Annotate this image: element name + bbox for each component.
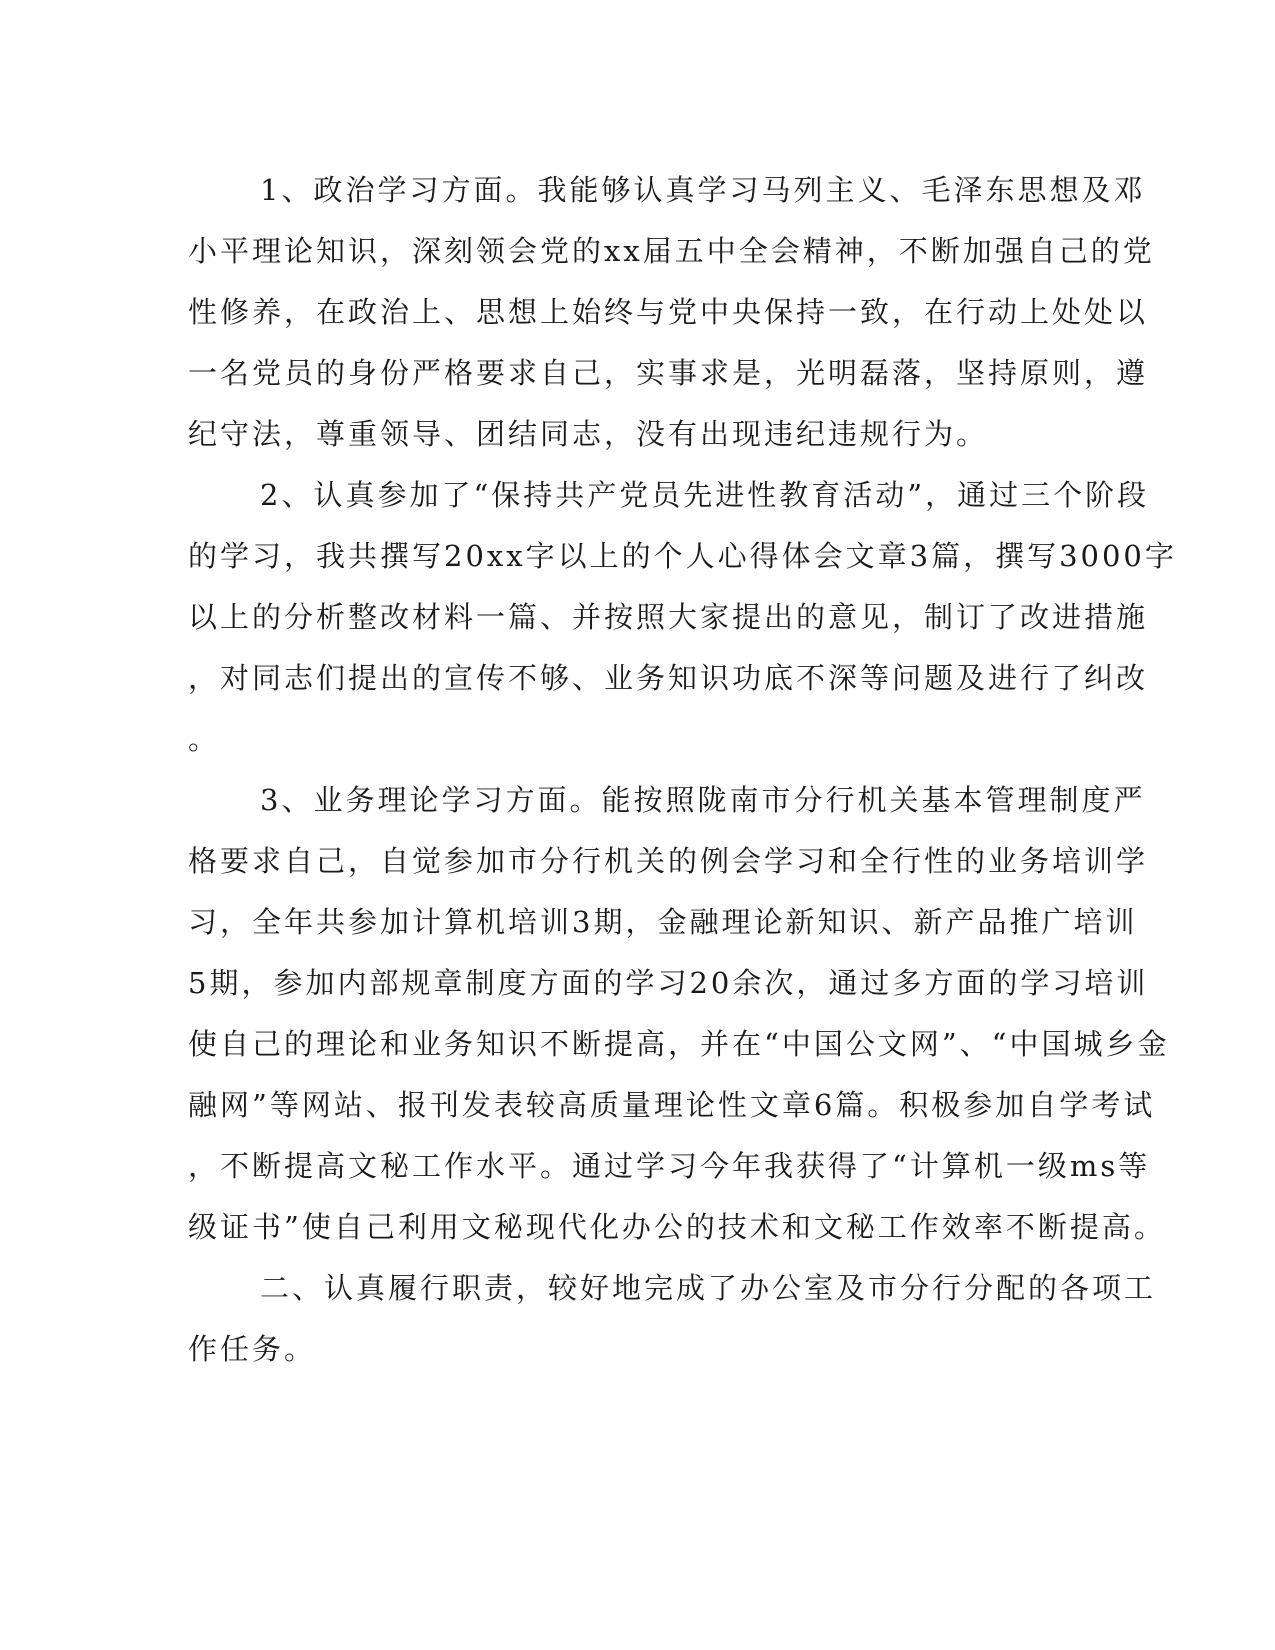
document-body (188, 160, 1177, 1380)
paragraph-line: 1、政治学习方面。我能够认真学习马列主义、毛泽东思想及邓 (260, 173, 1146, 207)
paragraph-line: 2、认真参加了“保持共产党员先进性教育活动”，通过三个阶段 (260, 478, 1150, 512)
paragraph-line: 纪守法，尊重领导、团结同志，没有出现违纪违规行为。 (188, 417, 989, 451)
paragraph-line: 习，全年共参加计算机培训3期，金融理论新知识、新产品推广培训 (188, 905, 1138, 939)
paragraph-line: 的学习，我共撰写20xx字以上的个人心得体会文章3篇，撰写3000字 (188, 539, 1177, 573)
paragraph-line: 3、业务理论学习方面。能按照陇南市分行机关基本管理制度严 (260, 783, 1146, 817)
paragraph-business-study (188, 770, 1170, 1258)
paragraph-line: 作任务。 (188, 1332, 317, 1366)
paragraph-line: 一名党员的身份严格要求自己，实事求是，光明磊落，坚持原则，遵 (188, 356, 1149, 390)
paragraph-line: 性修养，在政治上、思想上始终与党中央保持一致，在行动上处处以 (188, 295, 1149, 329)
paragraph-education-activity (188, 465, 1177, 770)
paragraph-line: 级证书”使自己利用文秘现代化办公的技术和文秘工作效率不断提高。 (188, 1210, 1166, 1244)
paragraph-line: 以上的分析整改材料一篇、并按照大家提出的意见，制订了改进措施 (188, 600, 1149, 634)
paragraph-line: 二、认真履行职责，较好地完成了办公室及市分行分配的各项工 (260, 1271, 1157, 1305)
paragraph-line: ，对同志们提出的宣传不够、业务知识功底不深等问题及进行了纠改 (188, 661, 1149, 695)
paragraph-line: 5期，参加内部规章制度方面的学习20余次，通过多方面的学习培训 (188, 966, 1149, 1000)
paragraph-political-study (188, 160, 1155, 465)
paragraph-line: 。 (188, 722, 221, 756)
paragraph-line: ，不断提高文秘工作水平。通过学习今年我获得了“计算机一级ms等 (188, 1149, 1151, 1183)
paragraph-line: 小平理论知识，深刻领会党的xx届五中全会精神，不断加强自己的党 (188, 234, 1155, 268)
paragraph-line: 使自己的理论和业务知识不断提高，并在“中国公文网”、“中国城乡金 (188, 1027, 1170, 1061)
paragraph-line: 融网”等网站、报刊发表较高质量理论性文章6篇。积极参加自学考试 (188, 1088, 1156, 1122)
paragraph-line: 格要求自己，自觉参加市分行机关的例会学习和全行性的业务培训学 (188, 844, 1149, 878)
paragraph-section-two (188, 1258, 1157, 1380)
